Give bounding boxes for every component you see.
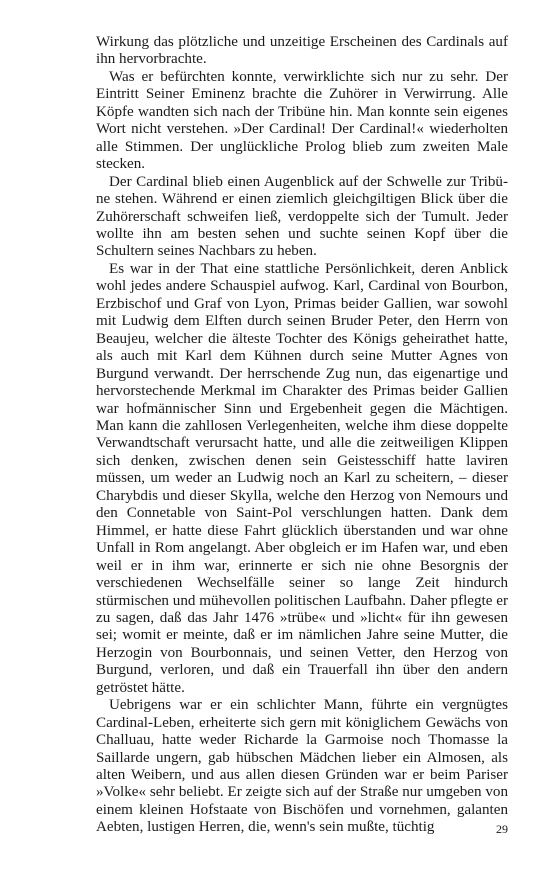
paragraph-4: Es war in der That eine stattliche Persönlichkeit, deren Anblick wohl jedes andere Schauspiel aufwog. Karl, Cardinal von Bourbon, Erzbischof und Graf von Lyon, Primas beider Gallien, war sowohl mit Ludwig dem Elften durch seinen Bruder Peter, den Herrn von Beaujeu, welcher die älteste Tochter des Königs geheirathet hatte, als auch mit Karl dem Kühnen durch seine Mutter Agnes von Burgund verwandt. Der herrschende Zug nun, das eigenartige und hervorstechende Merkmal im Charakter des Primas beider Gallien war hofmännischer Sinn und Ergebenheit gegen die Mächtigen. Man kann die zahllosen Verlegenheiten, welche ihm diese doppelte Verwandtschaft verursacht hatte, und alle die zeitweiligen Klippen sich denken, zwischen denen sein Geistesschiff hatte laviren müssen, um weder an Ludwig noch an Karl zu scheitern, – dieser Charybdis und dieser Skylla, welche den Herzog von Nemours und den Connetable von Saint-Pol verschlungen hatten. Dank dem Himmel, er hatte diese Fahrt glücklich überstanden und war ohne Unfall in Rom angelangt. Aber obgleich er im Hafen war, und eben weil er in ihm war, erinnerte er sich nie ohne Besorgnis der verschiedenen Wechselfälle seiner so lange Zeit hindurch stürmischen und mühevollen politischen Laufbahn. Daher pflegte er zu sagen, daß das Jahr 1476 »trübe« und »licht« für ihn gewesen sei; womit er meinte, daß er im nämlichen Jahre seine Mutter, die Herzogin von Bourbonnais, und seinen Vetter, den Herzog von Burgund, verloren, und daß ein Trauerfall ihn über den andern getröstet hätte. bbox=[96, 260, 508, 696]
page-number: 29 bbox=[496, 822, 508, 836]
paragraph-5: Uebrigens war er ein schlichter Mann, führte ein vergnügtes Cardinal-Leben, erheiterte sich gern mit königlichem Gewächs von Challuau, hatte weder Richarde la Garmoise noch Thomasse la Saillarde ungern, gab hübschen Mädchen lieber ein Almosen, als alten Weibern, und aus allen diesen Gründen war er beim Pariser »Volke« sehr beliebt. Er zeigte sich auf der Straße nur umgeben von einem kleinen Hofstaate von Bischöfen und vornehmen, galanten Aebten, lustigen Herren, die, wenn's sein mußte, tüchtig bbox=[96, 697, 508, 836]
paragraph-1: Wirkung das plötzliche und unzeitige Erscheinen des Cardinals auf ihn hervorbrachte. bbox=[96, 34, 508, 68]
paragraph-3: Der Cardinal blieb einen Augenblick auf der Schwelle zur Tribüne stehen. Während er einen ziemlich gleichgiltigen Blick über die Zuhörerschaft schweifen ließ, verdoppelte sich der Tumult. Jeder wollte ihn am besten sehen und suchte seinen Kopf über die Schultern seines Nachbars zu heben. bbox=[96, 173, 508, 260]
page-body bbox=[96, 34, 508, 837]
paragraph-2: Was er befürchten konnte, verwirklichte sich nur zu sehr. Der Eintritt Seiner Eminenz brachte die Zuhörer in Verwirrung. Alle Köpfe wandten sich nach der Tribüne hin. Man konnte sein eigenes Wort nicht verstehen. »Der Cardinal! Der Cardinal!« wiederholten alle Stimmen. Der unglückliche Prolog blieb zum zweiten Male stecken. bbox=[96, 68, 508, 173]
